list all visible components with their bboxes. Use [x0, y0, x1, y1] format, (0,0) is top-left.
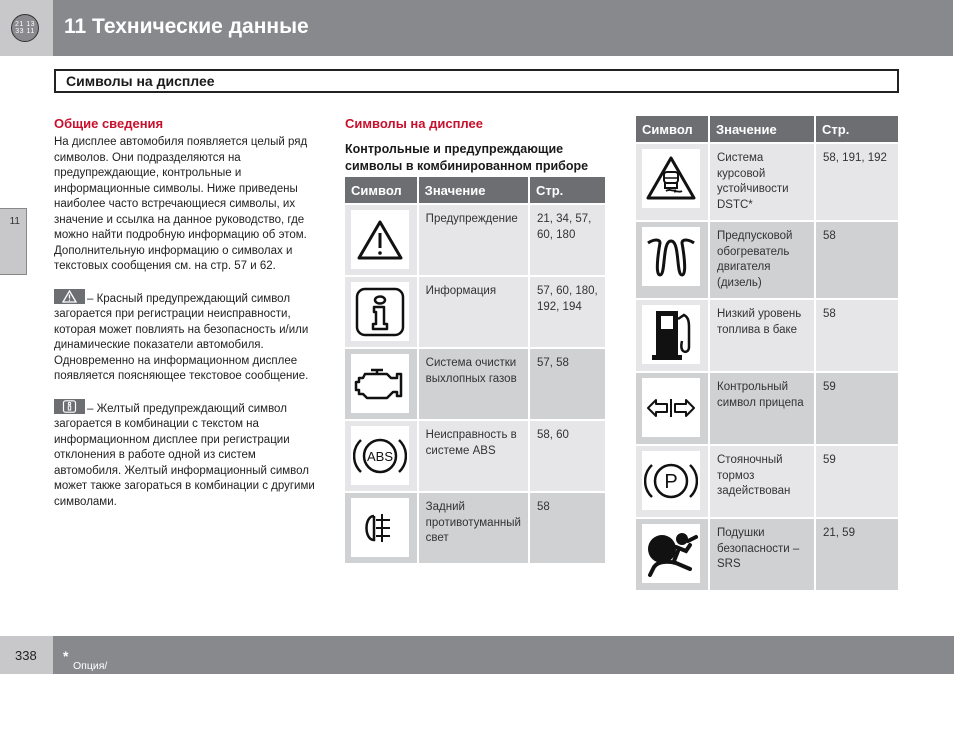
- footer-bar: [53, 636, 954, 732]
- display-symbols-heading: Символы на дисплее: [345, 116, 483, 131]
- symbol-cell: [345, 277, 417, 347]
- side-tab-label: 11: [9, 216, 20, 227]
- page-cell: 58: [816, 300, 898, 371]
- column-header-symbol: Символ: [636, 116, 708, 142]
- symbol-cell: [345, 421, 417, 491]
- page-cell: 58, 60: [530, 421, 605, 491]
- badge-line: 21 13: [14, 21, 36, 28]
- airbag-srs-icon: [642, 524, 700, 583]
- glow-plug-icon: [642, 227, 700, 286]
- page-cell: 58, 191, 192: [816, 144, 898, 220]
- symbol-cell: [636, 300, 708, 371]
- header-left-block: [0, 0, 53, 56]
- display-symbols-column: [345, 116, 607, 565]
- meaning-cell: Система курсовой устойчивости DSTC*: [710, 144, 814, 220]
- red-warning-paragraph: [54, 289, 320, 385]
- table-header-row: [345, 177, 605, 203]
- svg-text:P: P: [664, 470, 678, 493]
- yellow-info-text: – Желтый предупреждающий символ загорается в комбинации с текстом на информационном дисплее при регистрации отклонения в работе одной из систем автомобиля. Желтый информационный символ может также загораться в комбинации с другими символами.: [54, 402, 315, 508]
- rear-fog-light-icon: [351, 498, 409, 557]
- table-row: [636, 222, 898, 298]
- page-cell: 58: [816, 222, 898, 298]
- meaning-cell: Информация: [419, 277, 528, 347]
- engine-check-icon: [351, 354, 409, 413]
- table-row: [345, 277, 605, 347]
- symbol-cell: [345, 493, 417, 563]
- table-row: [636, 144, 898, 220]
- table-header-row: [636, 116, 898, 142]
- symbol-cell: [636, 144, 708, 220]
- table-row: [636, 519, 898, 590]
- column-header-meaning: Значение: [419, 177, 528, 203]
- general-info-heading: Общие сведения: [54, 116, 164, 131]
- yellow-info-paragraph: [54, 399, 320, 511]
- abs-icon: [351, 426, 409, 485]
- column-header-meaning: Значение: [710, 116, 814, 142]
- intro-paragraph: На дисплее автомобиля появляется целый ряд символов. Они подразделяются на предупреждающие, контрольные и информационные символы. Ниже приведены наиболее часто встречающиеся символы, их значение и ссылка на данное руководство, где можно найти подробную информацию об этом. Дополнительную информацию о символах и текстовых сообщения см. на стр. 57 и 62.: [54, 136, 308, 272]
- table-row: [345, 349, 605, 419]
- table-row: [636, 446, 898, 517]
- meaning-cell: Стояночный тормоз задействован: [710, 446, 814, 517]
- page-cell: 59: [816, 446, 898, 517]
- footnote: [63, 648, 155, 732]
- column-header-page: Стр.: [530, 177, 605, 203]
- footnote-text: Опция/дополнительное оборудование, дополнительную информацию см. Введение.: [73, 660, 155, 732]
- symbols-continued-column: [636, 114, 900, 592]
- meaning-cell: Низкий уровень топлива в баке: [710, 300, 814, 371]
- symbols-table-2: [634, 114, 900, 592]
- chapter-title: 11 Технические данные: [64, 15, 309, 38]
- symbol-cell: [636, 519, 708, 590]
- red-warning-text: – Красный предупреждающий символ загорается при регистрации неисправности, которая может повлиять на безопасность и/или динамические показатели автомобиля. Одновременно на информационном дисплее появляется поясняющее текстовое сообщение.: [54, 292, 309, 382]
- symbol-cell: [636, 373, 708, 444]
- footnote-asterisk: *: [63, 648, 69, 664]
- meaning-cell: Контрольный символ прицепа: [710, 373, 814, 444]
- meaning-cell: Неисправность в системе ABS: [419, 421, 528, 491]
- table-row: [636, 300, 898, 371]
- table-row: [345, 421, 605, 491]
- badge-line: 33 11: [15, 28, 35, 35]
- column-header-symbol: Символ: [345, 177, 417, 203]
- symbol-cell: [345, 349, 417, 419]
- symbol-cell: [636, 446, 708, 517]
- meaning-cell: Предупреждение: [419, 205, 528, 275]
- chapter-header: [53, 0, 953, 56]
- page-cell: 21, 59: [816, 519, 898, 590]
- svg-text:ABS: ABS: [366, 448, 394, 464]
- footer-page-block: [0, 636, 53, 674]
- page-cell: 57, 60, 180, 192, 194: [530, 277, 605, 347]
- trailer-indicator-icon: [642, 378, 700, 437]
- table-row: [636, 373, 898, 444]
- column-header-page: Стр.: [816, 116, 898, 142]
- symbol-cell: [345, 205, 417, 275]
- page-cell: 59: [816, 373, 898, 444]
- fuel-pump-icon: [642, 305, 700, 364]
- chapter-side-tab[interactable]: [0, 208, 27, 275]
- warning-triangle-icon: [54, 289, 85, 304]
- symbols-table-1: [343, 175, 607, 565]
- meaning-cell: Предпусковой обогреватель двигателя (дизель): [710, 222, 814, 298]
- combined-instrument-subheading: Контрольные и предупреждающие символы в комбинированном приборе: [345, 142, 589, 173]
- dstc-stability-icon: [642, 149, 700, 208]
- warning-triangle-icon: [351, 210, 409, 269]
- meaning-cell: Задний противотуманный свет: [419, 493, 528, 563]
- chapter-badge-icon: [11, 14, 39, 42]
- information-icon: [351, 282, 409, 341]
- page-number: 338: [15, 648, 37, 663]
- general-info-column: [54, 116, 320, 510]
- page-cell: 57, 58: [530, 349, 605, 419]
- meaning-cell: Подушки безопасности – SRS: [710, 519, 814, 590]
- meaning-cell: Система очистки выхлопных газов: [419, 349, 528, 419]
- symbol-cell: [636, 222, 708, 298]
- table-row: [345, 205, 605, 275]
- information-icon: [54, 399, 85, 414]
- page-cell: 58: [530, 493, 605, 563]
- section-title-box: [54, 69, 899, 93]
- section-title: Символы на дисплее: [66, 73, 215, 89]
- parking-brake-icon: [642, 451, 700, 510]
- table-row: [345, 493, 605, 563]
- page-cell: 21, 34, 57, 60, 180: [530, 205, 605, 275]
